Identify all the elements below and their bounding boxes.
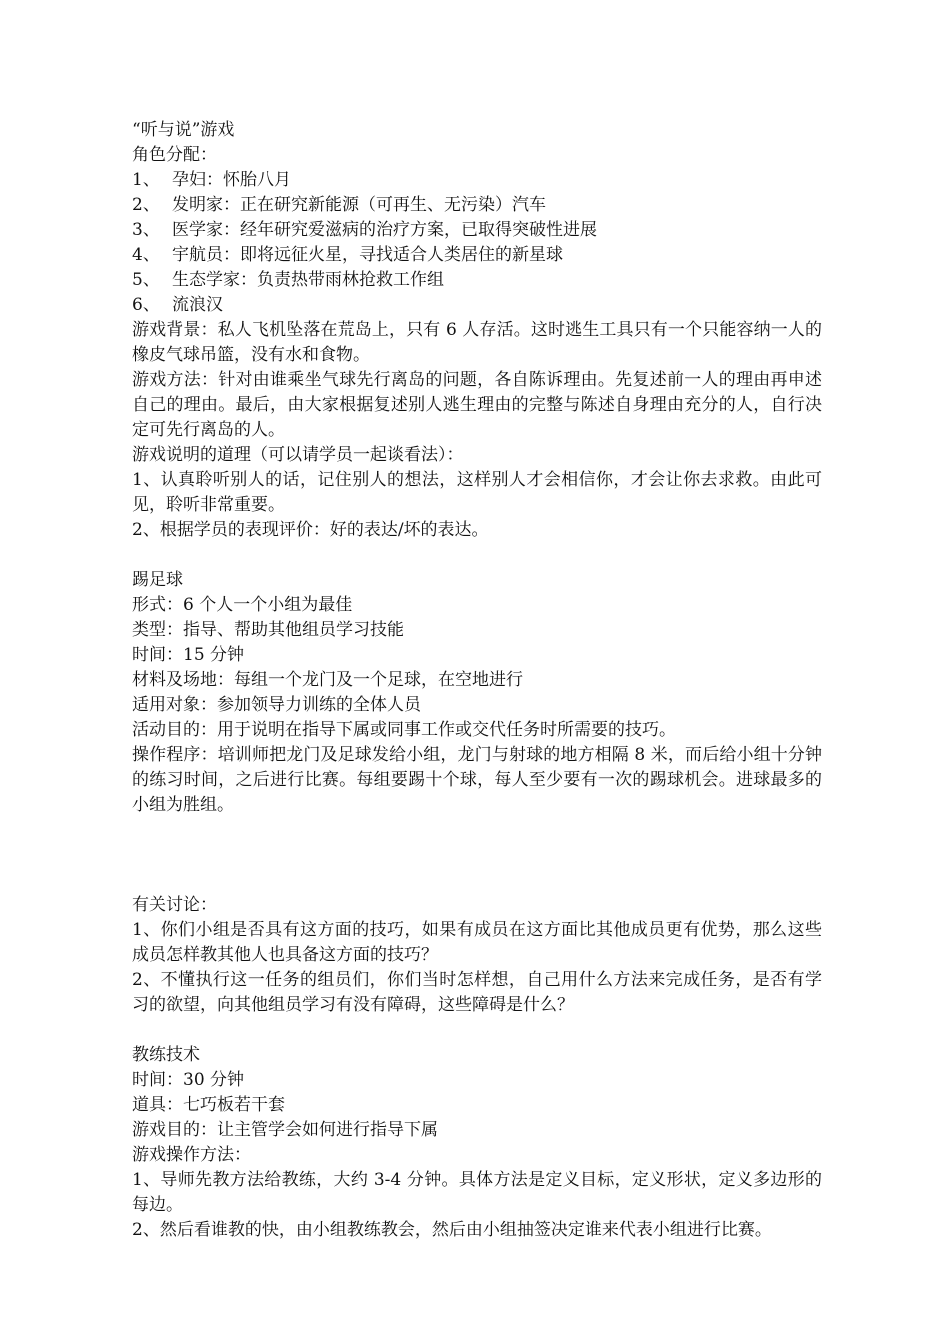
role-item: [132, 193, 822, 218]
football-purpose: 活动目的：用于说明在指导下属或同事工作或交代任务时所需要的技巧。: [132, 720, 676, 740]
discussion-item: 1、你们小组是否具有这方面的技巧，如果有成员在这方面比其他成员更有优势，那么这些成员怎样教其他人也具备这方面的技巧？: [132, 920, 822, 965]
section-title-coaching: 教练技术: [132, 1045, 200, 1065]
discussion-item: 2、不懂执行这一任务的组员们，你们当时怎样想，自己用什么方法来完成任务，是否有学习的欲望，向其他组员学习有没有障碍，这些障碍是什么？: [132, 970, 822, 1015]
coaching-time: 时间：30 分钟: [132, 1070, 245, 1090]
coaching-props: 道具：七巧板若干套: [132, 1095, 285, 1115]
role-number: 2、: [132, 195, 160, 215]
football-procedure: 操作程序：培训师把龙门及足球发给小组，龙门与射球的地方相隔 8 米，而后给小组十分钟的练习时间，之后进行比赛。每组要踢十个球，每人至少要有一次的踢球机会。进球最多的小组为胜组。: [132, 745, 822, 815]
role-item: [132, 243, 822, 268]
roles-label: 角色分配：: [132, 145, 217, 165]
spacer: [132, 543, 822, 568]
spacer: [132, 818, 822, 893]
game-background: 游戏背景：私人飞机坠落在荒岛上，只有 6 人存活。这时逃生工具只有一个只能容纳一人的橡皮气球吊篮，没有水和食物。: [132, 320, 822, 365]
lesson-label: 游戏说明的道理（可以请学员一起谈看法）：: [132, 445, 464, 465]
role-text: 孕妇：怀胎八月: [172, 170, 291, 190]
game-method: 游戏方法：针对由谁乘坐气球先行离岛的问题，各自陈诉理由。先复述前一人的理由再申述自己的理由。最后，由大家根据复述别人逃生理由的完整与陈述自身理由充分的人，自行决定可先行离岛的人。: [132, 370, 822, 440]
role-text: 生态学家：负责热带雨林抢救工作组: [172, 270, 444, 290]
coaching-step: 1、导师先教方法给教练，大约 3-4 分钟。具体方法是定义目标，定义形状，定义多边形的每边。: [132, 1170, 822, 1215]
football-form: 形式：6 个人一个小组为最佳: [132, 595, 353, 615]
role-item: [132, 168, 822, 193]
football-time: 时间：15 分钟: [132, 645, 245, 665]
coaching-method-label: 游戏操作方法：: [132, 1145, 251, 1165]
coaching-step: 2、然后看谁教的快，由小组教练教会，然后由小组抽签决定谁来代表小组进行比赛。: [132, 1220, 772, 1240]
role-text: 宇航员：即将远征火星，寻找适合人类居住的新星球: [172, 245, 563, 265]
football-materials: 材料及场地：每组一个龙门及一个足球，在空地进行: [132, 670, 523, 690]
role-item: [132, 268, 822, 293]
role-item: [132, 293, 822, 318]
role-number: 3、: [132, 220, 160, 240]
spacer: [132, 1018, 822, 1043]
discussion-label: 有关讨论：: [132, 895, 217, 915]
football-type: 类型：指导、帮助其他组员学习技能: [132, 620, 404, 640]
lesson-item: 1、认真聆听别人的话，记住别人的想法，这样别人才会相信你，才会让你去求救。由此可见，聆听非常重要。: [132, 470, 822, 515]
role-item: [132, 218, 822, 243]
role-number: 1、: [132, 170, 160, 190]
role-number: 5、: [132, 270, 160, 290]
role-number: 6、: [132, 295, 160, 315]
document-body: [132, 118, 822, 1243]
role-text: 医学家：经年研究爱滋病的治疗方案，已取得突破性进展: [172, 220, 597, 240]
section-title-listen-speak: “听与说”游戏: [132, 120, 235, 140]
role-number: 4、: [132, 245, 160, 265]
role-text: 发明家：正在研究新能源（可再生、无污染）汽车: [172, 195, 546, 215]
role-text: 流浪汉: [172, 295, 223, 315]
lesson-item: 2、根据学员的表现评价：好的表达/坏的表达。: [132, 520, 489, 540]
coaching-purpose: 游戏目的：让主管学会如何进行指导下属: [132, 1120, 438, 1140]
football-audience: 适用对象：参加领导力训练的全体人员: [132, 695, 421, 715]
section-title-football: 踢足球: [132, 570, 183, 590]
